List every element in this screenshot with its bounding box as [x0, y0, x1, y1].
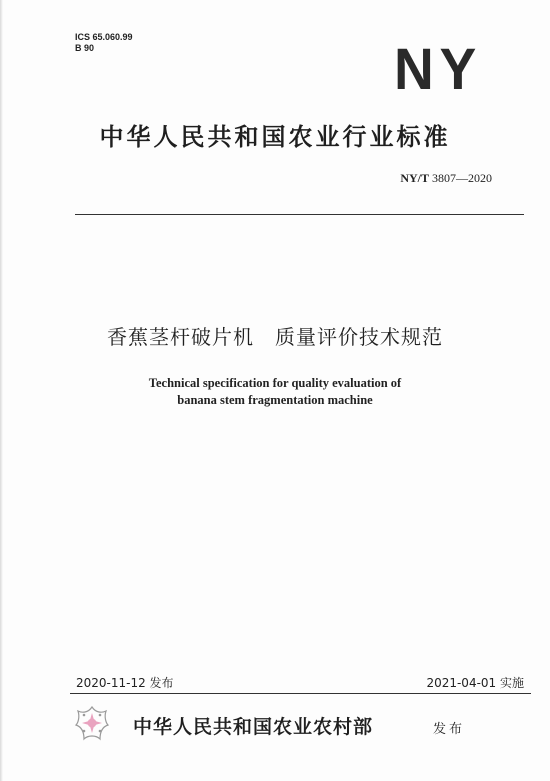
header-divider — [75, 214, 524, 215]
standard-code — [400, 171, 492, 185]
standard-code-prefix: NY/T — [400, 171, 429, 185]
publisher-name: 中华人民共和国农业农村部 — [133, 716, 374, 738]
standard-category-title: 中华人民共和国农业行业标准 — [99, 123, 451, 151]
ccs-code: B 90 — [75, 43, 95, 53]
publish-label: 发布 — [433, 722, 466, 737]
ministry-emblem-icon — [72, 703, 112, 743]
issue-date: 2020-11-12 发布 — [76, 676, 174, 690]
chinese-title: 香蕉茎杆破片机 质量评价技术规范 — [107, 325, 443, 349]
english-title-line-2: banana stem fragmentation machine — [177, 393, 373, 407]
classification-codes — [75, 32, 133, 54]
english-title — [0, 375, 550, 409]
ics-code: ICS 65.060.99 — [75, 32, 133, 42]
standard-code-number: 3807—2020 — [432, 171, 492, 185]
english-title-line-1: Technical specification for quality evaluation of — [148, 376, 402, 390]
footer-divider — [70, 693, 531, 694]
implementation-date: 2021-04-01 实施 — [426, 676, 524, 690]
ny-logo: NY — [394, 37, 482, 102]
